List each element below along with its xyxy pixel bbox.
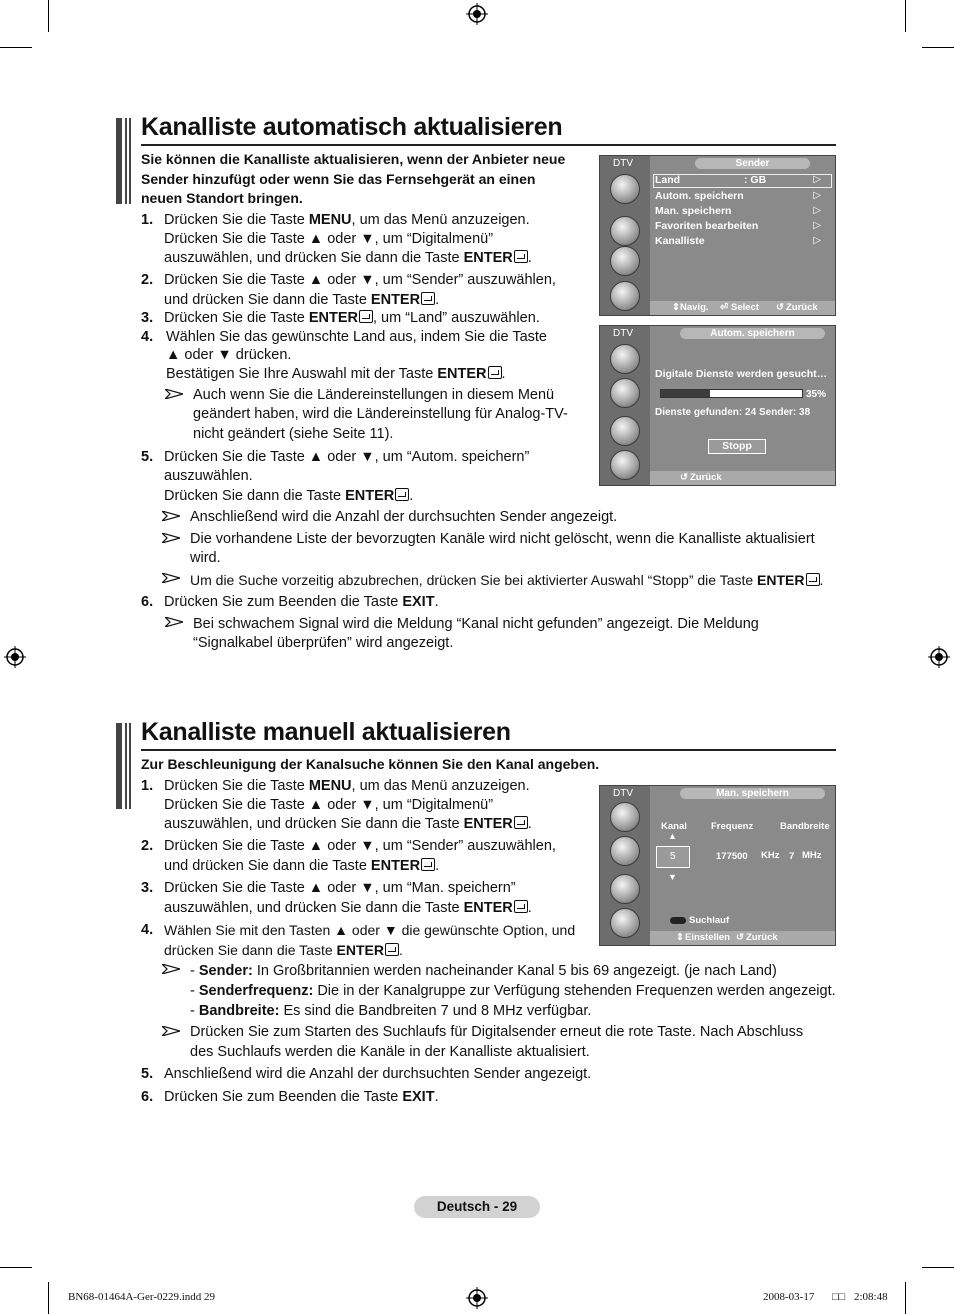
- step-number: 4.: [141, 922, 154, 938]
- slug-time: 2:08:48: [854, 1291, 888, 1303]
- step-text: Anschließend wird die Anzahl der durchsuchten Sender angezeigt.: [164, 1066, 592, 1082]
- menu-sidebar: [600, 326, 650, 485]
- step-text: auszuwählen, und drücken Sie dann die Taste ENTER .: [164, 900, 532, 916]
- menu-footer: [650, 471, 835, 485]
- step-text: auszuwählen.: [164, 468, 253, 484]
- crop-mark: [922, 1267, 954, 1268]
- tv-menu-man-speichern: [599, 785, 836, 946]
- setup-menu-icon: [610, 246, 640, 276]
- step-number: 5.: [141, 449, 154, 465]
- dtv-label: DTV: [613, 158, 633, 169]
- progress-bar: [660, 389, 803, 398]
- arrow-down-icon[interactable]: ▼: [668, 872, 677, 882]
- step-text: Drücken Sie die Taste MENU, um das Menü anzuzeigen.: [164, 778, 530, 794]
- step-number: 1.: [141, 212, 154, 228]
- column-kanal: Kanal: [661, 821, 687, 832]
- step-text: Drücken Sie die Taste ▲ oder ▼, um “Digitalmenü”: [164, 231, 494, 247]
- sound-menu-icon: [610, 836, 640, 866]
- enter-icon: [514, 900, 528, 913]
- bullet-frequency: - Senderfrequenz: Die in der Kanalgruppe zur Verfügung stehenden Frequenzen werden angezeigt.: [190, 983, 836, 999]
- sound-menu-icon: [610, 378, 640, 408]
- menu-title: Sender: [695, 158, 810, 169]
- note-arrow-icon: [165, 617, 183, 627]
- enter-icon: [514, 250, 528, 263]
- picture-menu-icon: [610, 344, 640, 374]
- footer-label: Zurück: [786, 302, 818, 313]
- note-text: Drücken Sie zum Starten des Suchlaufs für Digitalsender erneut die rote Taste. Nach Abschluss: [190, 1024, 804, 1040]
- note-arrow-icon: [165, 389, 183, 399]
- note-text: wird.: [190, 550, 221, 566]
- step-text: ▲ oder ▼ drücken.: [166, 347, 292, 363]
- title-rule: [141, 749, 836, 751]
- enter-icon: ⏎: [720, 302, 728, 313]
- input-menu-icon: [610, 908, 640, 938]
- step-number: 5.: [141, 1066, 154, 1082]
- enter-icon: [806, 573, 820, 586]
- note-arrow-icon: [162, 533, 180, 543]
- step-text: auszuwählen, und drücken Sie dann die Taste ENTER .: [164, 816, 532, 832]
- menu-footer: [650, 931, 835, 945]
- step-number: 6.: [141, 594, 154, 610]
- menu-footer: [650, 301, 835, 315]
- page-number-badge: Deutsch - 29: [414, 1196, 540, 1218]
- input-menu-icon: [610, 450, 640, 480]
- mhz-unit: MHz: [802, 850, 822, 861]
- menu-item[interactable]: Man. speichern: [655, 205, 732, 217]
- section-bar: [116, 723, 132, 809]
- column-bandbreite: Bandbreite: [780, 821, 830, 832]
- khz-unit: KHz: [761, 850, 780, 861]
- crop-mark: [0, 47, 32, 48]
- channels-found: Sender: 38: [759, 407, 811, 418]
- step-text: Wählen Sie das gewünschte Land aus, indem Sie die Taste: [166, 329, 548, 345]
- crop-mark: [905, 1282, 906, 1314]
- registration-mark-icon: [928, 646, 950, 668]
- note-arrow-icon: [162, 573, 180, 583]
- section-title: Kanalliste automatisch aktualisieren: [141, 113, 563, 141]
- step-text: Drücken Sie die Taste ▲ oder ▼, um “Sender” auszuwählen,: [164, 272, 556, 288]
- note-text: Bei schwachem Signal wird die Meldung “Kanal nicht gefunden” angezeigt. Die Meldung: [193, 616, 759, 632]
- arrow-right-icon: ▷: [813, 205, 821, 216]
- arrow-right-icon: ▷: [813, 190, 821, 201]
- step-text: Drücken Sie zum Beenden die Taste EXIT.: [164, 594, 439, 610]
- step-text: Drücken Sie die Taste MENU, um das Menü anzuzeigen.: [164, 212, 530, 228]
- step-text: und drücken Sie dann die Taste ENTER .: [164, 858, 440, 874]
- enter-icon: [385, 943, 399, 956]
- arrow-right-icon: ▷: [813, 174, 821, 185]
- step-text: auszuwählen, und drücken Sie dann die Taste ENTER .: [164, 250, 532, 266]
- arrow-up-icon[interactable]: ▲: [668, 831, 677, 841]
- menu-title: Autom. speichern: [680, 328, 825, 339]
- note-arrow-icon: [162, 1026, 180, 1036]
- footer-label: Zurück: [746, 932, 778, 943]
- step-number: 2.: [141, 272, 154, 288]
- step-text: drücken Sie dann die Taste ENTER .: [164, 942, 403, 958]
- footer-label: Navig.: [680, 302, 709, 313]
- slug-boxes: □□: [832, 1291, 846, 1303]
- return-icon: ↺: [680, 472, 688, 483]
- services-found: Dienste gefunden: 24: [655, 407, 757, 418]
- intro-line: Sender hinzufügt oder wenn Sie das Fernsehgerät an einen: [141, 171, 536, 187]
- crop-mark: [922, 47, 954, 48]
- footer-label: Einstellen: [685, 932, 730, 943]
- dtv-label: DTV: [613, 328, 633, 339]
- step-number: 3.: [141, 880, 154, 896]
- suchlauf-label: Suchlauf: [689, 915, 730, 926]
- section-title: Kanalliste manuell aktualisieren: [141, 718, 511, 746]
- arrow-right-icon: ▷: [813, 235, 821, 246]
- step-text: Drücken Sie dann die Taste ENTER .: [164, 488, 414, 504]
- menu-item[interactable]: Autom. speichern: [655, 190, 744, 202]
- step-text: Wählen Sie mit den Tasten ▲ oder ▼ die gewünschte Option, und: [164, 922, 576, 938]
- step-text: Drücken Sie die Taste ▲ oder ▼, um “Man. speichern”: [164, 880, 516, 896]
- progress-fill: [661, 390, 710, 397]
- menu-item-land: Land: [655, 174, 681, 186]
- step-number: 2.: [141, 838, 154, 854]
- setup-menu-icon: [610, 874, 640, 904]
- crop-mark: [48, 0, 49, 32]
- progress-percent: 35%: [806, 389, 827, 400]
- red-button-icon: [670, 917, 686, 924]
- step-text: Drücken Sie zum Beenden die Taste EXIT.: [164, 1089, 439, 1105]
- enter-icon: [488, 366, 502, 379]
- step-text: Drücken Sie die Taste ENTER , um “Land” auszuwählen.: [164, 310, 540, 326]
- note-text: Anschließend wird die Anzahl der durchsuchten Sender angezeigt.: [190, 509, 618, 525]
- slug-date: 2008-03-17: [763, 1291, 815, 1303]
- enter-icon: [421, 858, 435, 871]
- registration-mark-icon: [4, 646, 26, 668]
- menu-item[interactable]: Favoriten bearbeiten: [655, 220, 759, 232]
- tv-menu-sender: [599, 155, 836, 316]
- return-icon: ↺: [776, 302, 784, 313]
- note-text: Um die Suche vorzeitig abzubrechen, drücken Sie bei aktivierter Auswahl “Stopp” die Taste ENTER .: [190, 572, 824, 588]
- crop-mark: [0, 1267, 32, 1268]
- intro-line: neuen Standort bringen.: [141, 190, 303, 206]
- footer-label: Select: [731, 302, 759, 313]
- note-arrow-icon: [162, 964, 180, 974]
- frequency-value: 177500: [716, 851, 748, 862]
- bandwidth-value: 7: [789, 851, 795, 862]
- kanal-input[interactable]: 5: [656, 846, 690, 868]
- step-text: Drücken Sie die Taste ▲ oder ▼, um “Autom. speichern”: [164, 449, 530, 465]
- step-number: 3.: [141, 310, 154, 326]
- crop-mark: [905, 0, 906, 32]
- picture-menu-icon: [610, 174, 640, 204]
- note-text: Auch wenn Sie die Ländereinstellungen in diesem Menü: [193, 387, 555, 403]
- menu-item[interactable]: Kanalliste: [655, 235, 705, 247]
- note-text: Die vorhandene Liste der bevorzugten Kanäle wird nicht gelöscht, wenn die Kanalliste aktualisiert: [190, 531, 815, 547]
- crop-mark: [48, 1282, 49, 1314]
- step-text: Bestätigen Sie Ihre Auswahl mit der Taste ENTER .: [166, 366, 506, 382]
- navigate-icon: ⇕: [676, 932, 684, 943]
- search-message: Digitale Dienste werden gesucht…: [655, 368, 828, 380]
- menu-title: Man. speichern: [680, 788, 825, 799]
- note-text: “Signalkabel überprüfen” wird angezeigt.: [193, 635, 454, 651]
- bullet-sender: - Sender: In Großbritannien werden nacheinander Kanal 5 bis 69 angezeigt. (je nach Land): [190, 963, 777, 979]
- return-icon: ↺: [736, 932, 744, 943]
- footer-label: Zurück: [690, 472, 722, 483]
- intro-line: Sie können die Kanalliste aktualisieren, wenn der Anbieter neue: [141, 151, 566, 167]
- step-text: Drücken Sie die Taste ▲ oder ▼, um “Sender” auszuwählen,: [164, 838, 556, 854]
- title-rule: [141, 144, 836, 146]
- section-bar: [116, 118, 132, 204]
- slug-file: BN68-01464A-Ger-0229.indd 29: [68, 1291, 216, 1303]
- input-menu-icon: [610, 281, 640, 311]
- bullet-bandwidth: - Bandbreite: Es sind die Bandbreiten 7 und 8 MHz verfügbar.: [190, 1003, 592, 1019]
- dtv-label: DTV: [613, 788, 633, 799]
- setup-menu-icon: [610, 416, 640, 446]
- registration-mark-icon: [466, 1287, 488, 1309]
- note-arrow-icon: [162, 511, 180, 521]
- arrow-right-icon: ▷: [813, 220, 821, 231]
- step-text: und drücken Sie dann die Taste ENTER .: [164, 292, 440, 308]
- sound-menu-icon: [610, 216, 640, 246]
- step-number: 4.: [141, 329, 154, 345]
- intro-line: Zur Beschleunigung der Kanalsuche können Sie den Kanal angeben.: [141, 756, 600, 772]
- step-number: 1.: [141, 778, 154, 794]
- stop-button[interactable]: Stopp: [708, 439, 766, 454]
- tv-menu-autom-speichern: [599, 325, 836, 486]
- navigate-icon: ⇕: [672, 302, 680, 313]
- picture-menu-icon: [610, 802, 640, 832]
- registration-mark-icon: [466, 3, 488, 25]
- enter-icon: [421, 292, 435, 305]
- menu-sidebar: [600, 786, 650, 945]
- enter-icon: [359, 310, 373, 323]
- step-text: Drücken Sie die Taste ▲ oder ▼, um “Digitalmenü”: [164, 797, 494, 813]
- step-number: 6.: [141, 1089, 154, 1105]
- enter-icon: [395, 488, 409, 501]
- menu-sidebar: [600, 156, 650, 315]
- menu-item-land-value: : GB: [744, 174, 767, 186]
- note-text: geändert haben, wird die Ländereinstellung für Analog-TV-: [193, 406, 568, 422]
- note-text: nicht geändert (siehe Seite 11).: [193, 426, 394, 442]
- note-text: des Suchlaufs werden die Kanäle in der Kanalliste aktualisiert.: [190, 1044, 590, 1060]
- enter-icon: [514, 816, 528, 829]
- column-frequenz: Frequenz: [711, 821, 754, 832]
